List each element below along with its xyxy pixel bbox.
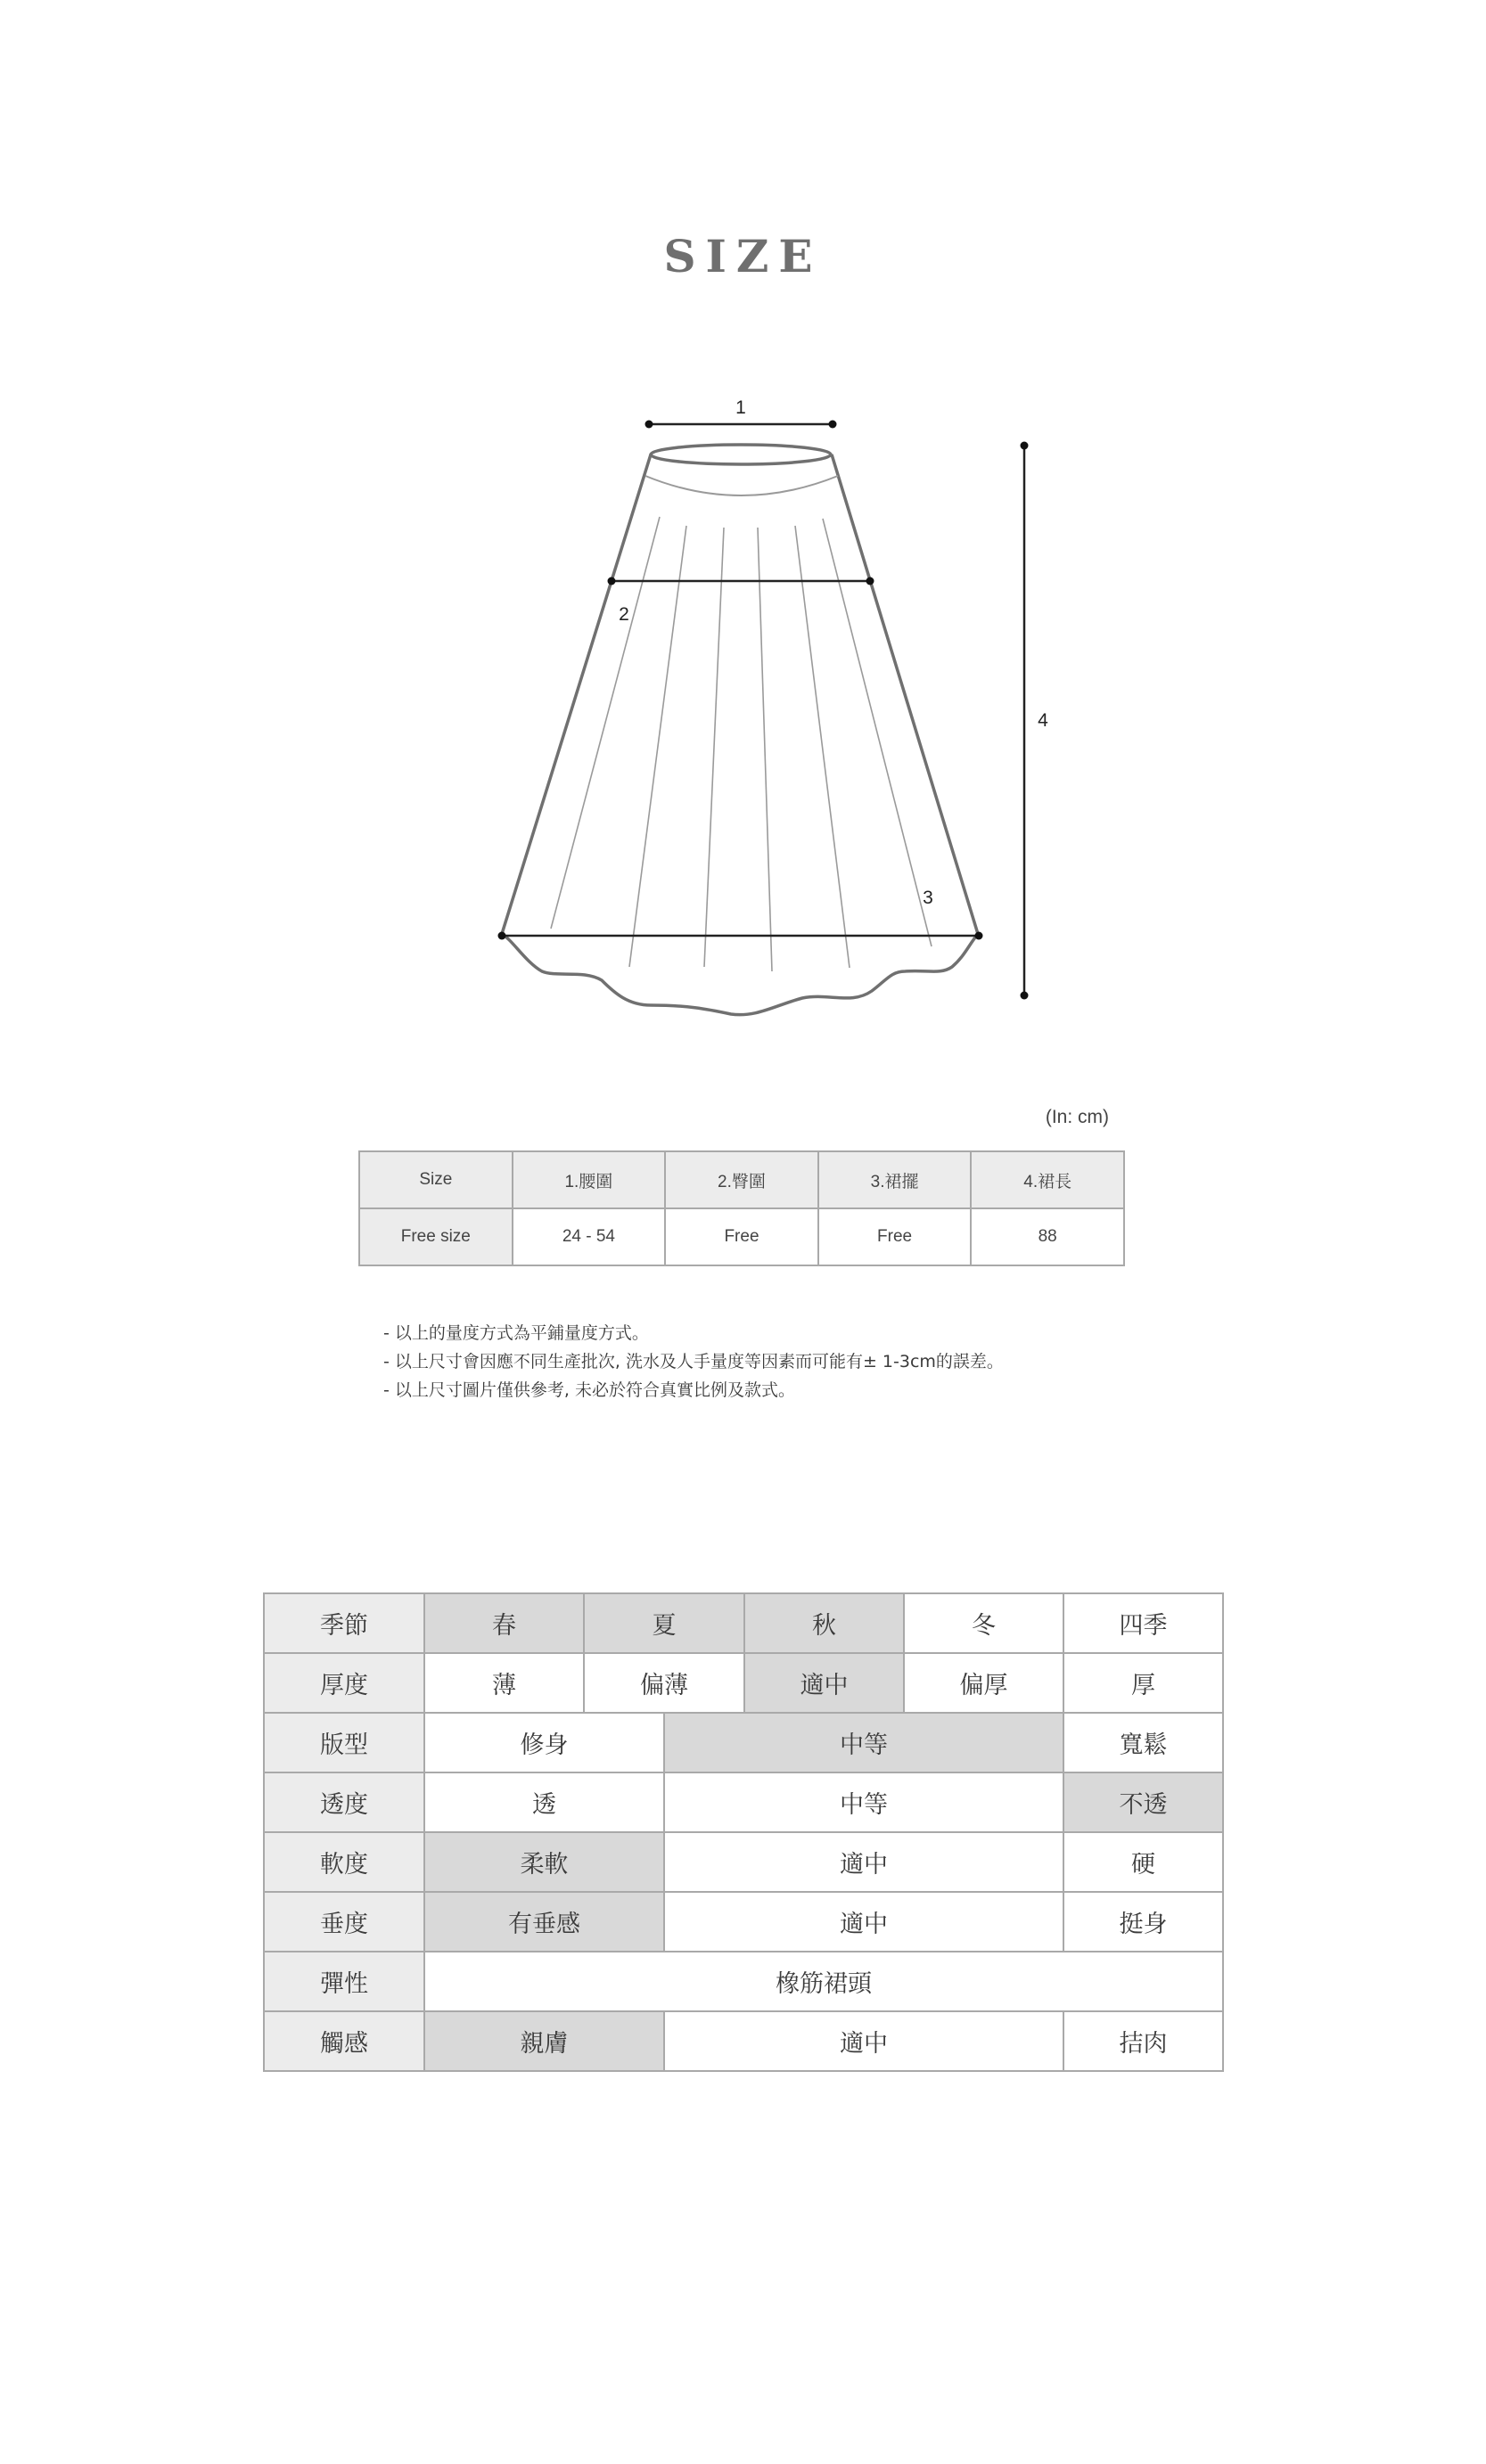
pleat-lines: [551, 517, 932, 971]
note-line: - 以上尺寸圖片僅供參考, 未必於符合真實比例及款式。: [383, 1380, 795, 1400]
elasticity-value: 橡筋裙頭: [424, 1952, 1223, 2011]
fabric-attributes-table: [263, 1592, 1224, 2072]
thickness-label: 厚度: [264, 1653, 424, 1713]
softness-option-soft: 柔軟: [424, 1832, 664, 1892]
texture-option-itchy: 拮肉: [1063, 2011, 1223, 2071]
fit-label: 版型: [264, 1713, 424, 1772]
transparency-option-opaque: 不透: [1063, 1772, 1223, 1832]
drape-option-structured: 挺身: [1063, 1892, 1223, 1952]
size-table-row: [359, 1208, 1124, 1265]
fit-option-slim: 修身: [424, 1713, 664, 1772]
thickness-option-slightly-thick: 偏厚: [904, 1653, 1063, 1713]
fit-option-regular: 中等: [664, 1713, 1063, 1772]
measurement-notes: [383, 1319, 1004, 1404]
season-option-summer: 夏: [584, 1593, 744, 1653]
note-line: - 以上的量度方式為平鋪量度方式。: [383, 1323, 649, 1343]
unit-label: (In: cm): [1045, 1107, 1109, 1127]
thickness-option-slightly-thin: 偏薄: [584, 1653, 744, 1713]
hip-value-cell: Free: [665, 1208, 818, 1265]
length-measure-label: 4: [1038, 710, 1048, 731]
season-label: 季節: [264, 1593, 424, 1653]
season-option-spring: 春: [424, 1593, 584, 1653]
page-title: SIZE: [663, 230, 823, 282]
thickness-option-medium: 適中: [744, 1653, 904, 1713]
length-value-cell: 88: [971, 1208, 1124, 1265]
skirt-outline: [502, 454, 978, 1015]
softness-option-medium: 適中: [664, 1832, 1063, 1892]
thickness-option-thick: 厚: [1063, 1653, 1223, 1713]
hip-header-cell: 2.臀圍: [665, 1151, 818, 1208]
softness-row: [264, 1832, 1223, 1892]
softness-option-stiff: 硬: [1063, 1832, 1223, 1892]
drape-option-flowy: 有垂感: [424, 1892, 664, 1952]
drape-option-medium: 適中: [664, 1892, 1063, 1952]
waist-header-cell: 1.腰圍: [513, 1151, 666, 1208]
elasticity-label: 彈性: [264, 1952, 424, 2011]
hem-value-cell: Free: [818, 1208, 972, 1265]
length-header-cell: 4.裙長: [971, 1151, 1124, 1208]
texture-option-medium: 適中: [664, 2011, 1063, 2071]
skirt-diagram: [0, 0, 1486, 1069]
season-option-all-seasons: 四季: [1063, 1593, 1223, 1653]
season-option-autumn: 秋: [744, 1593, 904, 1653]
transparency-label: 透度: [264, 1772, 424, 1832]
elasticity-row: [264, 1952, 1223, 2011]
season-row: [264, 1593, 1223, 1653]
size-table: [358, 1150, 1125, 1266]
waist-measure-label: 1: [735, 397, 746, 418]
texture-label: 觸感: [264, 2011, 424, 2071]
waistband-top: [651, 445, 831, 464]
transparency-row: [264, 1772, 1223, 1832]
transparency-option-medium: 中等: [664, 1772, 1063, 1832]
size-table-header-row: [359, 1151, 1124, 1208]
hip-measure-label: 2: [619, 604, 629, 625]
waist-measure-line: [645, 421, 837, 429]
thickness-row: [264, 1653, 1223, 1713]
hem-measure-label: 3: [923, 888, 933, 908]
season-option-winter: 冬: [904, 1593, 1063, 1653]
length-measure-line: [1021, 442, 1029, 1000]
texture-row: [264, 2011, 1223, 2071]
waist-value-cell: 24 - 54: [513, 1208, 666, 1265]
hem-measure-line: [498, 932, 983, 940]
hem-header-cell: 3.裙擺: [818, 1151, 972, 1208]
thickness-option-thin: 薄: [424, 1653, 584, 1713]
drape-row: [264, 1892, 1223, 1952]
transparency-option-sheer: 透: [424, 1772, 664, 1832]
note-line: - 以上尺寸會因應不同生產批次, 洗水及人手量度等因素而可能有± 1-3cm的誤差。: [383, 1352, 1004, 1371]
fit-row: [264, 1713, 1223, 1772]
fit-option-loose: 寬鬆: [1063, 1713, 1223, 1772]
softness-label: 軟度: [264, 1832, 424, 1892]
waistband-seam: [645, 476, 838, 495]
hip-measure-line: [608, 577, 874, 585]
size-name-cell: Free size: [359, 1208, 513, 1265]
texture-option-skin-friendly: 親膚: [424, 2011, 664, 2071]
drape-label: 垂度: [264, 1892, 424, 1952]
size-header-cell: Size: [359, 1151, 513, 1208]
